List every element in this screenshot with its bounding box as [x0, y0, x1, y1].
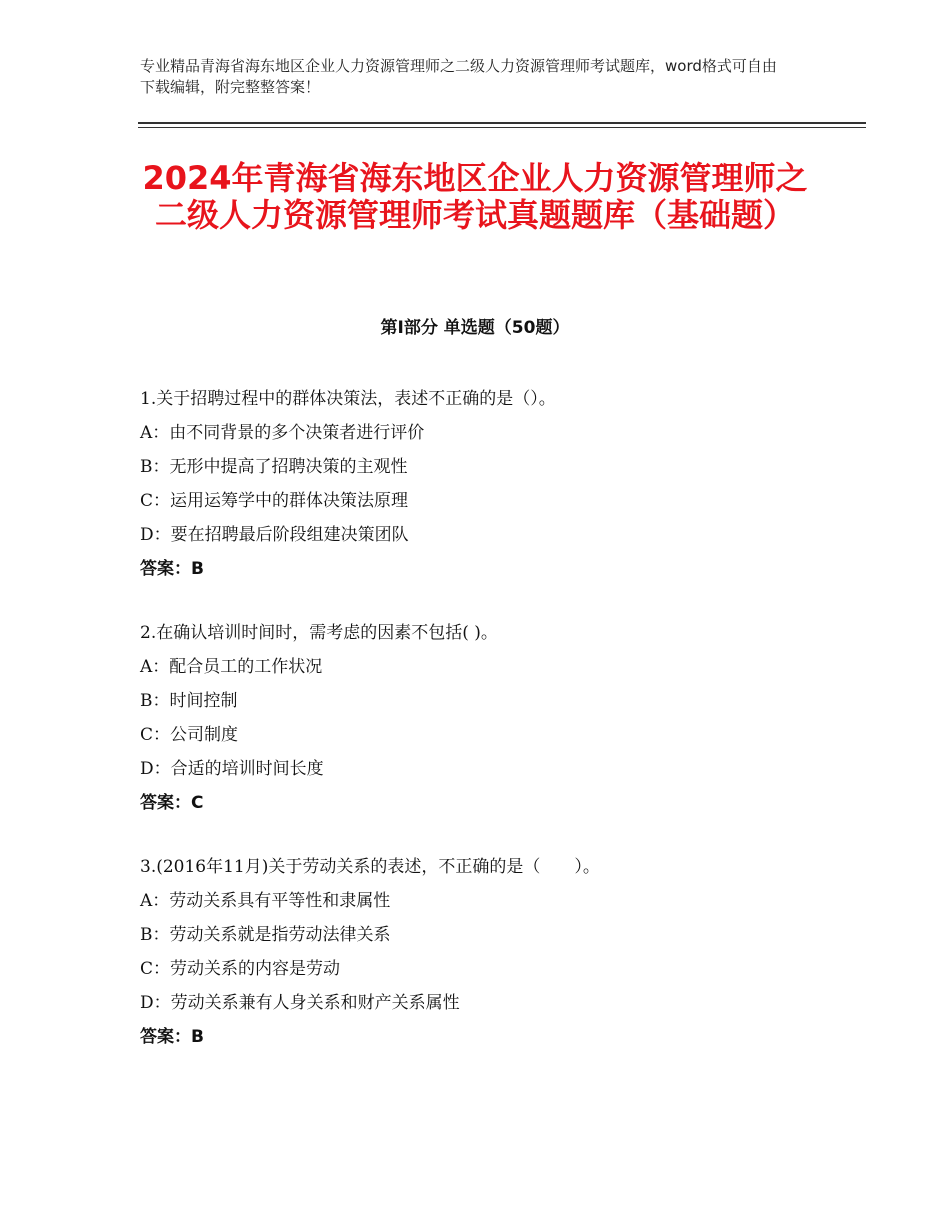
document-title: 2024年青海省海东地区企业人力资源管理师之二级人力资源管理师考试真题题库（基础题） [142, 159, 808, 234]
header-rule-thick [138, 122, 866, 124]
option-b: B：无形中提高了招聘决策的主观性 [140, 457, 408, 477]
option-b: B：时间控制 [140, 691, 238, 711]
header-rule-thin [138, 127, 866, 128]
option-a: A：配合员工的工作状况 [140, 657, 323, 677]
header-note: 专业精品青海省海东地区企业人力资源管理师之二级人力资源管理师考试题库，word格式可自由下载编辑，附完整整答案！ [140, 57, 777, 96]
option-d: D：合适的培训时间长度 [140, 759, 324, 779]
option-d: D：劳动关系兼有人身关系和财产关系属性 [140, 993, 460, 1013]
answer: 答案：B [140, 559, 204, 579]
option-b: B：劳动关系就是指劳动法律关系 [140, 925, 391, 945]
option-d: D：要在招聘最后阶段组建决策团队 [140, 525, 409, 545]
option-c: C：公司制度 [140, 725, 239, 745]
question-stem: 2.在确认培训时间时，需考虑的因素不包括( )。 [140, 623, 498, 643]
option-a: A：劳动关系具有平等性和隶属性 [140, 891, 391, 911]
question-stem: 3.(2016年11月)关于劳动关系的表述，不正确的是（ ）。 [140, 857, 600, 877]
question-3 [140, 850, 840, 1054]
question-list [140, 382, 840, 1084]
answer: 答案：B [140, 1027, 204, 1047]
question-1 [140, 382, 840, 586]
question-2 [140, 616, 840, 820]
section-heading: 第Ⅰ部分 单选题（50题） [380, 318, 570, 338]
option-c: C：运用运筹学中的群体决策法原理 [140, 491, 409, 511]
option-a: A：由不同背景的多个决策者进行评价 [140, 423, 425, 443]
question-stem: 1.关于招聘过程中的群体决策法，表述不正确的是（）。 [140, 389, 556, 409]
option-c: C：劳动关系的内容是劳动 [140, 959, 341, 979]
answer: 答案：C [140, 793, 204, 813]
